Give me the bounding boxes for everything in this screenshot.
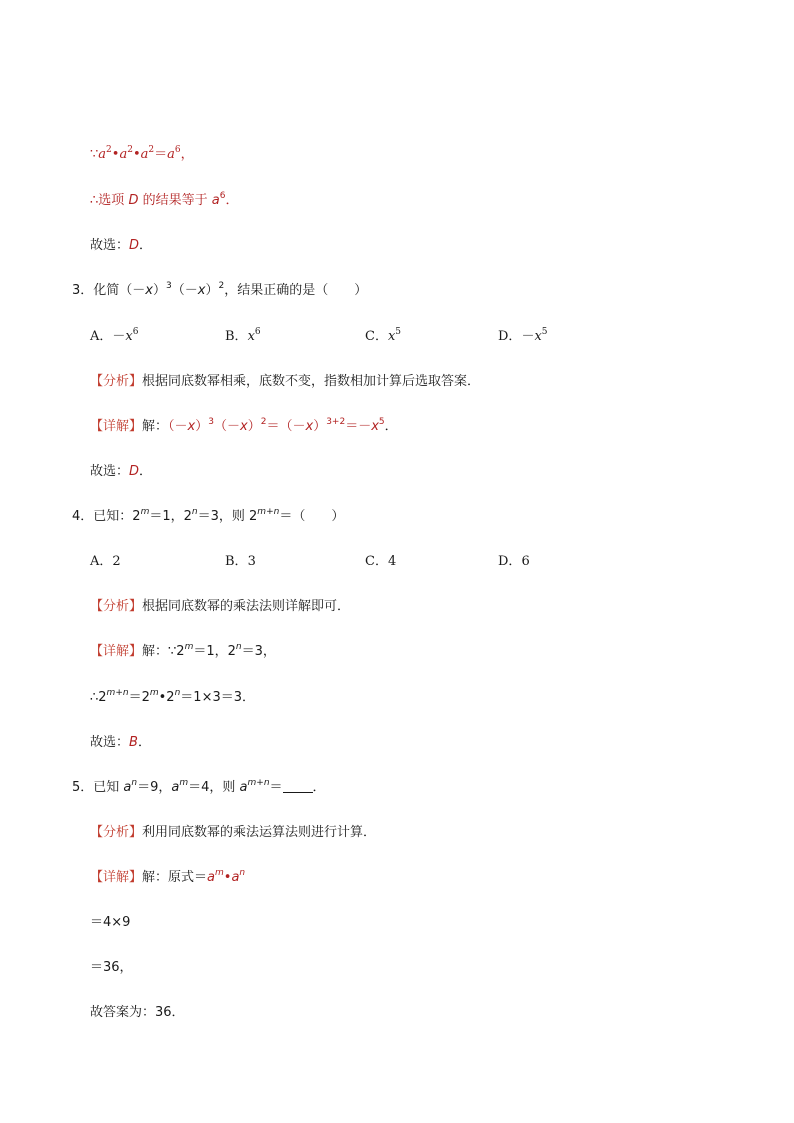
q3-option-a: A．$-x^6$ <box>90 327 139 344</box>
q2-line-therefore: ∴选项 D 的结果等于 $a^6$． <box>90 191 239 208</box>
q5-step1: ＝4×9 <box>90 915 131 930</box>
q4-option-c: C．4 <box>365 554 397 569</box>
q4-answer: 故选：B． <box>90 735 151 750</box>
q5-analysis: 【分析】利用同底数幂的乘法运算法则进行计算． <box>90 825 377 840</box>
q3-option-c: C．$x^5$ <box>365 327 402 344</box>
q5-stem: 5．已知 $a^n=9$，$a^m=4$，则 $a^{m+n}=$ ． <box>72 778 326 795</box>
q2-answer: 故选：D． <box>90 238 153 253</box>
q3-detail: 【详解】解：$(-x)^3(-x)^2=(-x)^{3+2}=-x^5$． <box>90 417 398 434</box>
q3-analysis: 【分析】根据同底数幂相乘，底数不变，指数相加计算后选取答案． <box>90 374 481 389</box>
q3-option-b: B．$x^6$ <box>225 327 261 344</box>
q2-line-because: $\because a^2•a^2•a^2=a^6$， <box>90 145 194 162</box>
q4-option-a: A．2 <box>90 554 121 569</box>
q4-detail: 【详解】解：$\because 2^m=1$，$2^n=3$， <box>90 642 276 659</box>
answer-blank <box>283 780 313 793</box>
q4-stem: 4．已知：$2^m=1$，$2^n=3$，则 $2^{m+n}=$（ ） <box>72 507 345 524</box>
q4-option-d: D．6 <box>498 554 530 569</box>
q3-option-d: D．$-x^5$ <box>498 327 548 344</box>
q5-final-answer: 故答案为：36． <box>90 1005 185 1020</box>
q5-detail: 【详解】解：原式$=a^m•a^n$ <box>90 868 246 885</box>
q5-step2: ＝36， <box>90 960 133 975</box>
q3-answer: 故选：D． <box>90 464 153 479</box>
q4-detail-line2: $\therefore 2^{m+n}=2^m•2^n=1\times 3=3$． <box>90 688 256 705</box>
q3-stem: 3．化简$(-x)^3(-x)^2$，结果正确的是（ ） <box>72 281 368 298</box>
q4-option-b: B．3 <box>225 554 256 569</box>
q4-analysis: 【分析】根据同底数幂的乘法法则详解即可． <box>90 599 351 614</box>
